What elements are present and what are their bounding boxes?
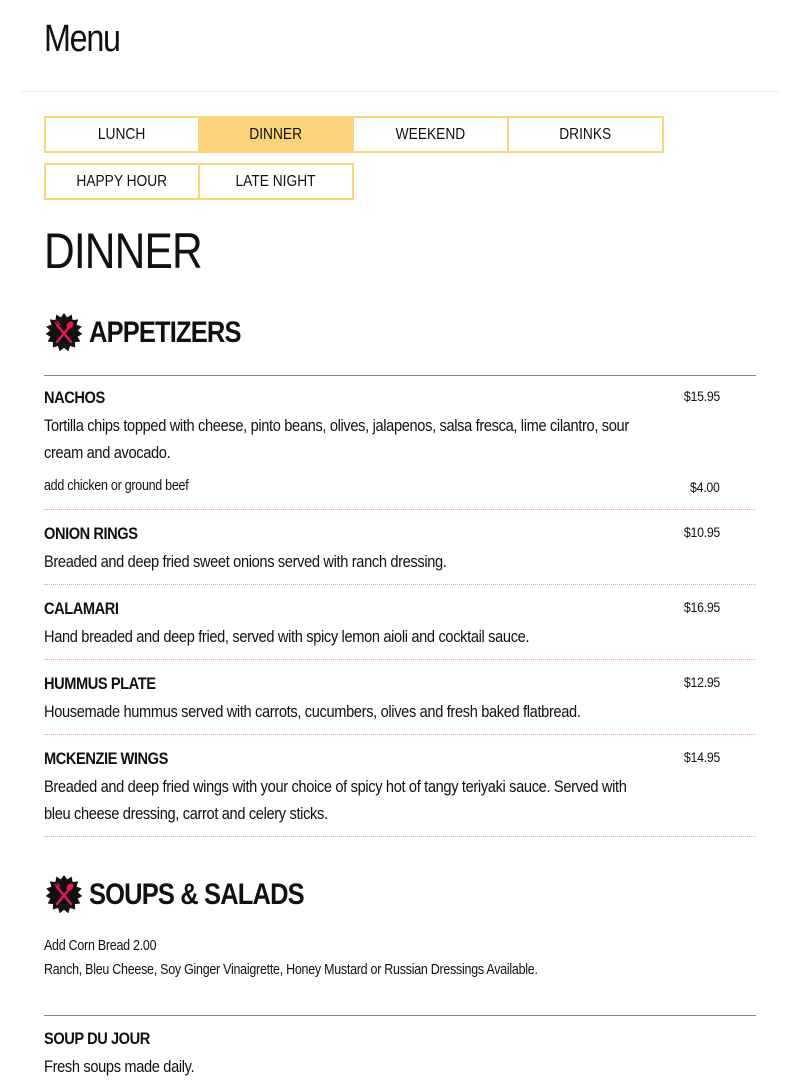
- item-description: Breaded and deep fried sweet onions served with ranch dressing.: [44, 552, 447, 571]
- item-description: Hand breaded and deep fried, served with spicy lemon aioli and cocktail sauce.: [44, 627, 530, 646]
- item-addon-price: $4.00: [690, 479, 720, 495]
- page-header: [0, 0, 785, 92]
- tab-happy-hour[interactable]: [44, 163, 200, 200]
- item-name: NACHOS: [44, 388, 105, 407]
- item-divider: [44, 734, 756, 735]
- item-description: Housemade hummus served with carrots, cucumbers, olives and fresh baked flatbread.: [44, 702, 581, 721]
- item-divider: [44, 659, 756, 660]
- page-header-title: Menu: [44, 18, 120, 60]
- section-title: APPETIZERS: [89, 316, 241, 349]
- section-title: SOUPS & SALADS: [89, 878, 304, 911]
- tab-label: WEEKEND: [395, 125, 466, 143]
- item-description: Breaded and deep fried wings with your choice of spicy hot of tangy teriyaki sauce. Served with bleu cheese dressing, carrot and celery sticks.: [44, 777, 627, 823]
- item-price: $15.95: [683, 388, 720, 404]
- fork-spoon-badge-icon: [44, 875, 84, 915]
- section-heading-appetizers: [44, 312, 267, 354]
- menu-tabs: [44, 116, 664, 200]
- item-divider: [44, 509, 756, 510]
- tab-dinner[interactable]: [198, 116, 354, 153]
- item-price: $12.95: [683, 674, 720, 690]
- item-divider: [44, 584, 756, 585]
- tab-label: DRINKS: [559, 125, 612, 143]
- item-name: HUMMUS PLATE: [44, 674, 156, 693]
- tab-label: LUNCH: [98, 125, 146, 143]
- item-addon-label: add chicken or ground beef: [44, 478, 189, 494]
- item-name: SOUP DU JOUR: [44, 1029, 150, 1048]
- fork-spoon-badge-icon: [44, 313, 84, 353]
- item-name: ONION RINGS: [44, 524, 138, 543]
- section-note: Add Corn Bread 2.00: [44, 938, 157, 954]
- section-heading-soups-salads: [44, 874, 342, 916]
- item-price: $14.95: [683, 749, 720, 765]
- tab-label: DINNER: [249, 125, 303, 143]
- tab-lunch[interactable]: [44, 116, 200, 153]
- item-price: $16.95: [683, 599, 720, 615]
- menu-title: DINNER: [44, 223, 202, 279]
- tab-late-night[interactable]: [198, 163, 354, 200]
- tab-weekend[interactable]: [352, 116, 509, 153]
- tab-drinks[interactable]: [507, 116, 664, 153]
- item-name: CALAMARI: [44, 599, 119, 618]
- header-divider: [20, 91, 780, 92]
- section-note: Ranch, Bleu Cheese, Soy Ginger Vinaigrette, Honey Mustard or Russian Dressings Available.: [44, 962, 538, 978]
- item-description: Fresh soups made daily.: [44, 1057, 195, 1076]
- item-price: $10.95: [683, 524, 720, 540]
- section-divider: [44, 375, 756, 376]
- tab-label: HAPPY HOUR: [76, 172, 168, 190]
- item-divider: [44, 836, 756, 837]
- tab-label: LATE NIGHT: [235, 172, 317, 190]
- item-description: Tortilla chips topped with cheese, pinto beans, olives, jalapenos, salsa fresca, lime cilantro, sour cream and avocado.: [44, 416, 629, 462]
- item-name: MCKENZIE WINGS: [44, 749, 168, 768]
- section-divider: [44, 1015, 756, 1016]
